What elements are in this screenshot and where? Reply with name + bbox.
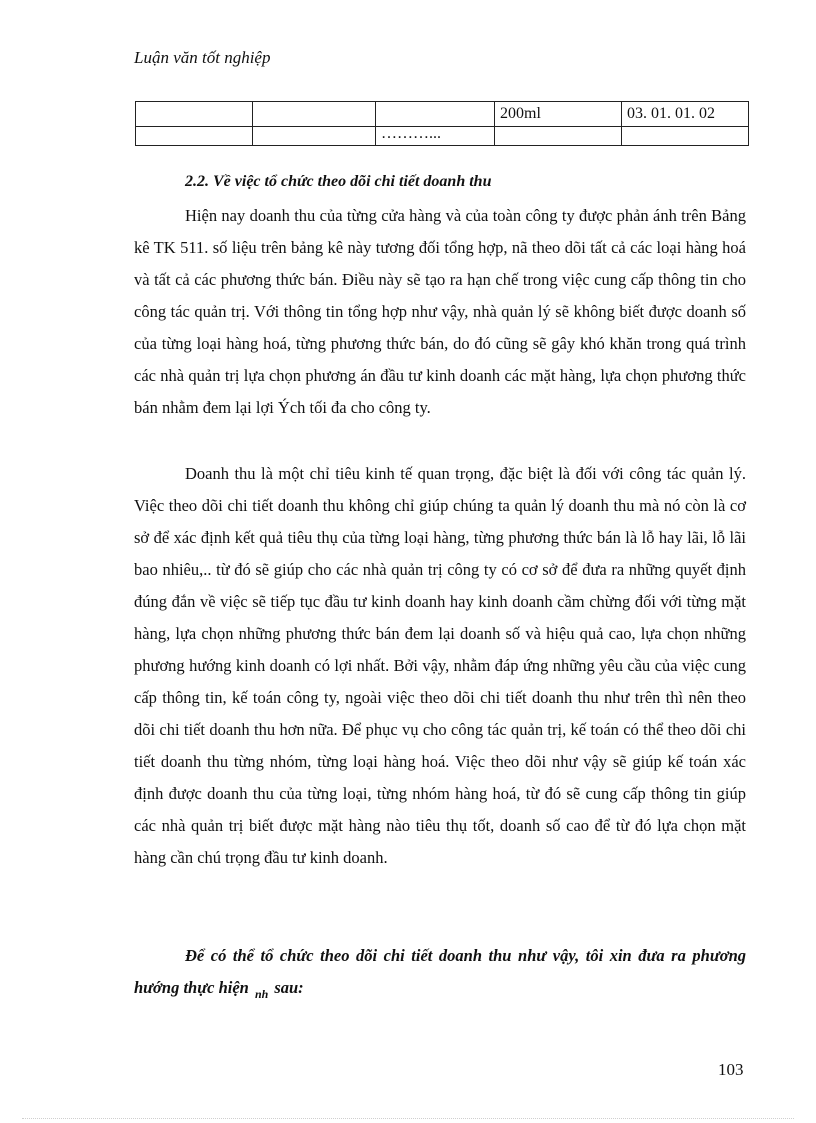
table-cell [376,102,495,127]
table-row [136,102,749,127]
product-code-table [135,101,749,146]
table-cell [253,102,376,127]
body-paragraph-2: Doanh thu là một chỉ tiêu kinh tế quan trọng, đặc biệt là đối với công tác quản lý. Việc theo dõi chi tiết doanh thu không chỉ giúp chúng ta quản lý doanh thu mà nó còn là cơ sở để xác định kết quả tiêu thụ của từng loại hàng, từng phương thức bán là lỗ hay lãi, lỗ lãi bao nhiêu,.. từ đó sẽ giúp cho các nhà quản trị công ty có cơ sở để đưa ra những quyết định đúng đắn về việc sẽ tiếp tục đầu tư kinh doanh hay kinh doanh cầm chừng đối với từng mặt hàng, lựa chọn những phương thức bán đem lại doanh số và hiệu quả cao, lựa chọn những phương hướng kinh doanh có lợi nhất. Bởi vậy, nhằm đáp ứng những yêu cầu của việc cung cấp thông tin, kế toán công ty, ngoài việc theo dõi chi tiết doanh thu như trên thì nên theo dõi chi tiết doanh thu hơn nữa. Để phục vụ cho công tác quản trị, kế toán có thể theo dõi chi tiết doanh thu từng nhóm, từng loại hàng hoá. Việc theo dõi như vậy sẽ giúp kế toán xác định được doanh thu của từng loại, từng nhóm hàng hoá, từ đó sẽ cung cấp thông tin giúp các nhà quản trị biết được mặt hàng nào tiêu thụ tốt, doanh số cao để từ đó lựa chọn mặt hàng cần chú trọng đầu tư kinh doanh. [134,464,746,867]
table-cell: 200ml [495,102,622,127]
table-cell [253,127,376,146]
table-cell [136,102,253,127]
footer-divider [22,1118,794,1119]
paragraph-3-tail: sau: [274,978,304,997]
table-row [136,127,749,146]
table-cell [136,127,253,146]
paragraph-3-text: Để có thể tổ chức theo dõi chi tiết doanh thu như vậy, tôi xin đưa ra phương hướng thực hiện [134,946,746,997]
page-number: 103 [718,1060,744,1079]
body-paragraph-3 [134,940,746,1010]
paragraph-3-subscript: nh [254,987,269,1001]
running-header: Luận văn tốt nghiệp [134,48,271,67]
table-cell [622,127,749,146]
section-heading: 2.2. Về việc tổ chức theo dõi chi tiết doanh thu [185,173,492,190]
table-cell: ………... [376,127,495,146]
table-cell: 03. 01. 01. 02 [622,102,749,127]
body-paragraph-1: Hiện nay doanh thu của từng cửa hàng và của toàn công ty được phản ánh trên Bảng kê TK 511. số liệu trên bảng kê này tương đối tổng hợp, nã theo dõi tất cả các loại hàng hoá và tất cả các phương thức bán. Điều này sẽ tạo ra hạn chế trong việc cung cấp thông tin cho công tác quản trị. Với thông tin tổng hợp như vậy, nhà quản lý sẽ không biết được doanh số của từng loại hàng hoá, từng phương thức bán, do đó cũng sẽ gây khó khăn trong quá trình các nhà quản trị lựa chọn phương án đầu tư kinh doanh các mặt hàng, lựa chọn phương thức bán nhằm đem lại lợi Ých tối đa cho công ty. [134,206,746,417]
table-cell [495,127,622,146]
